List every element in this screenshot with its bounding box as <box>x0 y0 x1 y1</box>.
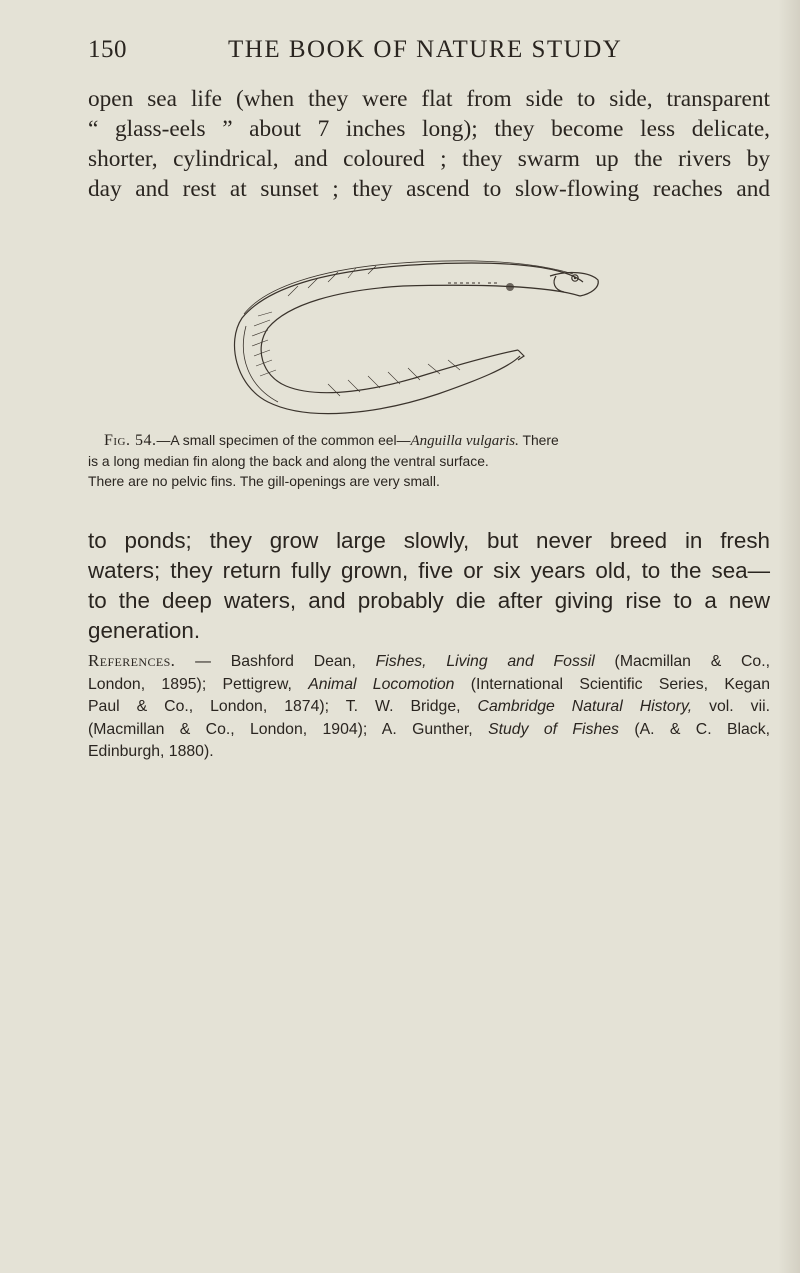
reference-line: Edinburgh, 1880). <box>88 743 214 760</box>
reference-text: vol. vii. <box>692 698 770 715</box>
body-paragraph-top <box>88 84 770 204</box>
body-line: waters; they return fully grown, five or six years old, to the sea— <box>88 558 770 583</box>
reference-text: (Macmillan & Co., <box>594 653 770 670</box>
body-line: generation. <box>88 618 201 643</box>
reference-text: (A. & C. Black, <box>618 720 770 738</box>
body-line: “ glass-eels ” about 7 inches long); they become less delicate, <box>88 116 770 142</box>
figure-label: Fig. 54. <box>104 432 157 449</box>
reference-title: Cambridge Natural History, <box>477 698 693 715</box>
body-line: shorter, cylindrical, and coloured ; they swarm up the rivers by <box>88 146 770 172</box>
body-paragraph-middle <box>88 526 770 646</box>
reference-title: Study of Fishes <box>488 720 619 738</box>
page-number: 150 <box>88 36 127 63</box>
reference-text: London, 1895); Pettigrew, <box>88 675 309 693</box>
page-edge-shadow <box>778 0 800 1273</box>
body-line: open sea life (when they were flat from side to side, transparent <box>88 86 770 112</box>
caption-text: There <box>518 432 559 448</box>
running-head: THE BOOK OF NATURE STUDY <box>228 36 623 63</box>
caption-line: is a long median fin along the back and along the ventral surface. <box>88 453 489 469</box>
body-line: day and rest at sunset ; they ascend to slow-flowing reaches and <box>88 176 770 202</box>
figure-caption <box>88 430 770 491</box>
references <box>88 650 770 764</box>
species-name: Anguilla vulgaris. <box>410 433 519 449</box>
reference-text: (International Scientific Series, Kegan <box>454 675 770 693</box>
reference-title: Animal Locomotion <box>308 675 455 693</box>
reference-text: — Bashford Dean, <box>175 653 376 670</box>
eel-illustration <box>228 256 606 428</box>
reference-title: Fishes, Living and Fossil <box>375 653 595 670</box>
references-label: References. <box>88 651 176 670</box>
reference-text: (Macmillan & Co., London, 1904); A. Gunther, <box>88 720 489 738</box>
caption-line: There are no pelvic fins. The gill-openings are very small. <box>88 473 440 489</box>
reference-text: Paul & Co., London, 1874); T. W. Bridge, <box>88 698 478 715</box>
caption-text: —A small specimen of the common eel— <box>156 432 411 448</box>
eel-icon <box>228 256 606 428</box>
body-line: to ponds; they grow large slowly, but never breed in fresh <box>88 528 770 553</box>
body-line: to the deep waters, and probably die after giving rise to a new <box>88 588 770 613</box>
